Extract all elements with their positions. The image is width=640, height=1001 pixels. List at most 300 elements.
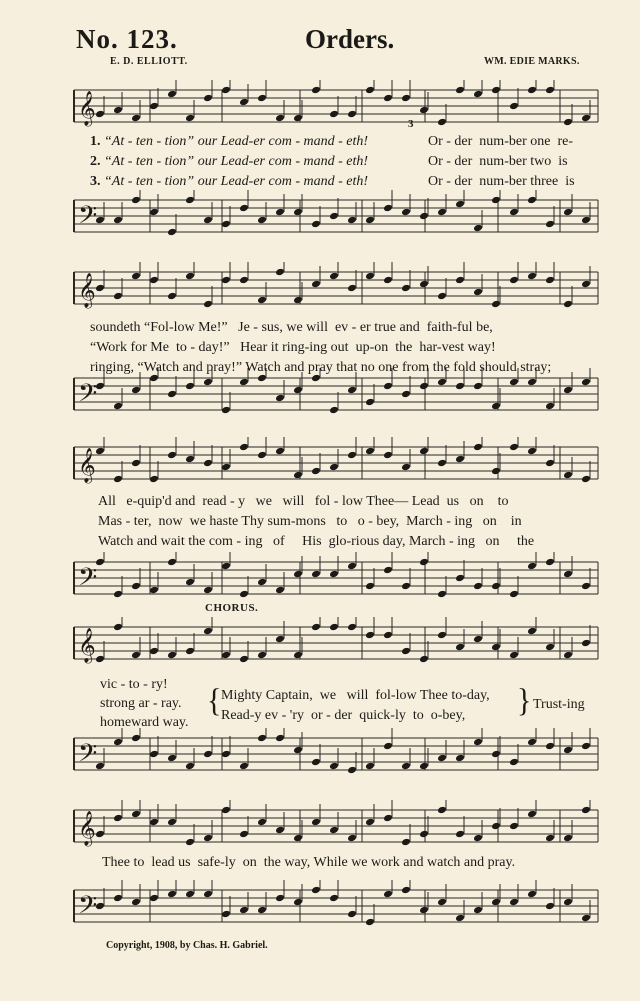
note-head — [257, 216, 267, 225]
note-head — [203, 300, 213, 309]
note-head — [131, 459, 141, 468]
note-head — [275, 734, 285, 743]
note-head — [509, 378, 519, 387]
note-head — [149, 475, 159, 484]
note-head — [545, 643, 555, 652]
note-head — [419, 655, 429, 664]
note-head — [347, 110, 357, 119]
note-head — [311, 623, 321, 632]
note-head — [365, 398, 375, 407]
note-head — [95, 284, 105, 293]
note-head — [545, 902, 555, 911]
note-head — [131, 898, 141, 907]
bass-clef-icon: 𝄢 — [78, 201, 98, 236]
note-head — [419, 382, 429, 391]
note-head — [527, 562, 537, 571]
bass-clef-icon: 𝄢 — [78, 739, 98, 774]
note-head — [113, 738, 123, 747]
note-head — [239, 98, 249, 107]
note-head — [167, 90, 177, 99]
note-head — [437, 631, 447, 640]
note-head — [581, 280, 591, 289]
note-head — [329, 762, 339, 771]
note-head — [113, 292, 123, 301]
chorus-trailing-word: Trust-ing — [533, 697, 585, 712]
hymn-number: No. 123. — [76, 24, 178, 54]
note-head — [293, 114, 303, 123]
note-head — [329, 826, 339, 835]
note-head — [473, 582, 483, 591]
note-head — [311, 280, 321, 289]
music-system-2-treble — [0, 262, 640, 322]
note-head — [149, 586, 159, 595]
note-head — [581, 216, 591, 225]
bass-clef-icon: 𝄢 — [78, 379, 98, 414]
note-head — [455, 382, 465, 391]
note-head — [347, 386, 357, 395]
note-head — [401, 762, 411, 771]
note-head — [257, 818, 267, 827]
note-head — [329, 623, 339, 632]
copyright-notice: Copyright, 1908, by Chas. H. Gabriel. — [106, 940, 268, 951]
note-head — [131, 386, 141, 395]
system-3-lyric-3: Watch and wait the com - ing of His glo-rious day, March - ing on the — [98, 534, 535, 549]
note-head — [203, 627, 213, 636]
note-head — [203, 94, 213, 103]
note-head — [329, 406, 339, 415]
note-head — [149, 102, 159, 111]
note-head — [221, 910, 231, 919]
note-head — [383, 742, 393, 751]
chorus-brace-right: } — [517, 682, 532, 719]
note-head — [95, 655, 105, 664]
note-head — [257, 906, 267, 915]
note-head — [275, 114, 285, 123]
verse-2-end: Or - der num-ber two is — [428, 154, 568, 169]
note-head — [347, 284, 357, 293]
note-head — [473, 738, 483, 747]
note-head — [131, 582, 141, 591]
note-head — [257, 451, 267, 460]
note-head — [113, 402, 123, 411]
note-head — [203, 890, 213, 899]
note-head — [383, 94, 393, 103]
note-head — [293, 386, 303, 395]
note-head — [365, 216, 375, 225]
note-head — [491, 750, 501, 759]
note-head — [473, 288, 483, 297]
note-head — [311, 220, 321, 229]
note-head — [473, 906, 483, 915]
note-head — [401, 647, 411, 656]
note-head — [329, 570, 339, 579]
note-head — [293, 296, 303, 305]
triplet-mark: 3 — [408, 118, 414, 130]
note-head — [329, 110, 339, 119]
note-head — [491, 402, 501, 411]
note-head — [329, 272, 339, 281]
note-head — [329, 463, 339, 472]
note-head — [509, 443, 519, 452]
note-head — [329, 212, 339, 221]
treble-clef-icon: 𝄞 — [78, 628, 96, 663]
note-head — [257, 734, 267, 743]
note-head — [275, 394, 285, 403]
note-head — [347, 562, 357, 571]
note-head — [365, 86, 375, 95]
note-head — [419, 830, 429, 839]
note-head — [311, 758, 321, 767]
note-head — [95, 830, 105, 839]
note-head — [455, 643, 465, 652]
chorus-brace-left: { — [207, 682, 222, 719]
note-head — [311, 86, 321, 95]
verse-1-end: Or - der num-ber one re- — [428, 134, 573, 149]
note-head — [257, 651, 267, 660]
note-head — [455, 86, 465, 95]
note-head — [293, 746, 303, 755]
music-system-1-treble — [0, 80, 640, 140]
note-head — [383, 631, 393, 640]
note-head — [311, 886, 321, 895]
note-head — [311, 570, 321, 579]
music-system-5-bass — [0, 880, 640, 940]
note-head — [185, 114, 195, 123]
note-head — [491, 582, 501, 591]
note-head — [149, 818, 159, 827]
note-head — [221, 406, 231, 415]
note-head — [365, 582, 375, 591]
note-head — [185, 762, 195, 771]
note-head — [383, 814, 393, 823]
music-system-2-bass — [0, 368, 640, 428]
note-head — [167, 451, 177, 460]
chorus-label: CHORUS. — [205, 602, 259, 614]
system-4-end-2: strong ar - ray. — [100, 696, 182, 711]
note-head — [527, 627, 537, 636]
note-head — [275, 447, 285, 456]
note-head — [293, 651, 303, 660]
note-head — [509, 651, 519, 660]
note-head — [383, 204, 393, 213]
note-head — [149, 750, 159, 759]
note-head — [455, 574, 465, 583]
note-head — [401, 582, 411, 591]
system-2-lyric-2: “Work for Me to - day!” Hear it ring-ing out up-on the har-vest way! — [90, 340, 496, 355]
note-head — [203, 834, 213, 843]
note-head — [131, 114, 141, 123]
note-head — [563, 386, 573, 395]
note-head — [347, 623, 357, 632]
note-head — [113, 623, 123, 632]
note-head — [113, 590, 123, 599]
note-head — [545, 402, 555, 411]
treble-clef-icon: 𝄞 — [78, 273, 96, 308]
note-head — [167, 228, 177, 237]
note-head — [437, 292, 447, 301]
note-head — [455, 200, 465, 209]
note-head — [275, 894, 285, 903]
note-head — [347, 216, 357, 225]
verse-3-line: 3. “At - ten - tion” our Lead-er com - mand - eth! — [90, 174, 369, 189]
note-head — [383, 451, 393, 460]
note-head — [545, 86, 555, 95]
note-head — [419, 212, 429, 221]
note-head — [419, 447, 429, 456]
note-head — [167, 292, 177, 301]
note-head — [455, 754, 465, 763]
note-head — [239, 590, 249, 599]
music-system-4-treble — [0, 617, 640, 677]
note-head — [545, 558, 555, 567]
note-head — [239, 443, 249, 452]
note-head — [419, 280, 429, 289]
note-head — [185, 272, 195, 281]
note-head — [131, 272, 141, 281]
note-head — [95, 110, 105, 119]
chorus-line-2: Read-y ev - 'ry or - der quick-ly to o-bey, — [221, 708, 466, 723]
note-head — [419, 906, 429, 915]
note-head — [185, 382, 195, 391]
note-head — [383, 382, 393, 391]
note-head — [365, 631, 375, 640]
note-head — [293, 834, 303, 843]
note-head — [419, 762, 429, 771]
note-head — [383, 566, 393, 575]
note-head — [491, 196, 501, 205]
note-head — [419, 558, 429, 567]
note-head — [509, 590, 519, 599]
note-head — [581, 806, 591, 815]
note-head — [473, 635, 483, 644]
system-5-lyric: Thee to lead us safe-ly on the way, While we work and watch and pray. — [102, 855, 516, 870]
note-head — [401, 284, 411, 293]
note-head — [581, 114, 591, 123]
note-head — [365, 447, 375, 456]
note-head — [95, 447, 105, 456]
note-head — [365, 272, 375, 281]
note-head — [113, 216, 123, 225]
note-head — [293, 208, 303, 217]
note-head — [473, 382, 483, 391]
note-head — [149, 647, 159, 656]
note-head — [509, 758, 519, 767]
note-head — [563, 208, 573, 217]
hymn-header — [0, 0, 640, 67]
treble-clef-icon: 𝄞 — [78, 91, 96, 126]
note-head — [185, 196, 195, 205]
note-head — [563, 570, 573, 579]
note-head — [383, 276, 393, 285]
note-head — [491, 898, 501, 907]
note-head — [509, 276, 519, 285]
note-head — [149, 208, 159, 217]
music-system-1-bass — [0, 190, 640, 250]
note-head — [437, 118, 447, 127]
note-head — [185, 838, 195, 847]
note-head — [581, 475, 591, 484]
note-head — [221, 463, 231, 472]
note-head — [527, 272, 537, 281]
system-2-lyric-3: ringing, “Watch and pray!” Watch and pray that no one from the fold should stray; — [90, 360, 552, 375]
note-head — [239, 378, 249, 387]
note-head — [221, 220, 231, 229]
note-head — [545, 834, 555, 843]
note-head — [365, 918, 375, 927]
note-head — [167, 890, 177, 899]
note-head — [563, 746, 573, 755]
note-head — [581, 639, 591, 648]
bass-clef-icon: 𝄢 — [78, 891, 98, 926]
note-head — [347, 451, 357, 460]
note-head — [509, 102, 519, 111]
note-head — [473, 834, 483, 843]
note-head — [455, 276, 465, 285]
note-head — [563, 471, 573, 480]
note-head — [167, 651, 177, 660]
note-head — [401, 463, 411, 472]
note-head — [167, 754, 177, 763]
note-head — [131, 734, 141, 743]
note-head — [239, 276, 249, 285]
note-head — [311, 818, 321, 827]
music-system-5-treble — [0, 800, 640, 860]
note-head — [563, 834, 573, 843]
note-head — [113, 814, 123, 823]
note-head — [437, 806, 447, 815]
music-system-4-bass — [0, 728, 640, 788]
note-head — [275, 586, 285, 595]
note-head — [347, 834, 357, 843]
note-head — [401, 208, 411, 217]
note-head — [491, 822, 501, 831]
note-head — [437, 754, 447, 763]
note-head — [239, 655, 249, 664]
note-head — [581, 582, 591, 591]
note-head — [239, 204, 249, 213]
note-head — [455, 455, 465, 464]
note-head — [581, 914, 591, 923]
note-head — [275, 268, 285, 277]
note-head — [239, 906, 249, 915]
note-head — [527, 738, 537, 747]
note-head — [491, 643, 501, 652]
note-head — [563, 118, 573, 127]
note-head — [473, 443, 483, 452]
note-head — [365, 762, 375, 771]
note-head — [563, 651, 573, 660]
note-head — [221, 806, 231, 815]
note-head — [491, 467, 501, 476]
hymn-title: Orders. — [305, 24, 395, 54]
note-head — [545, 459, 555, 468]
note-head — [149, 276, 159, 285]
composer-credit: E. D. ELLIOTT. — [110, 56, 188, 67]
note-head — [527, 810, 537, 819]
note-head — [527, 86, 537, 95]
note-head — [203, 378, 213, 387]
note-head — [473, 224, 483, 233]
note-head — [401, 838, 411, 847]
verse-3-end: Or - der num-ber three is — [428, 174, 575, 189]
note-head — [437, 208, 447, 217]
note-head — [527, 890, 537, 899]
note-head — [221, 276, 231, 285]
note-head — [437, 459, 447, 468]
note-head — [113, 894, 123, 903]
music-system-3-treble — [0, 437, 640, 497]
music-system-3-bass — [0, 552, 640, 612]
system-4-end-1: vic - to - ry! — [100, 677, 168, 692]
note-head — [221, 86, 231, 95]
note-head — [509, 822, 519, 831]
note-head — [437, 378, 447, 387]
note-head — [221, 651, 231, 660]
note-head — [563, 898, 573, 907]
note-head — [545, 220, 555, 229]
note-head — [455, 830, 465, 839]
note-head — [491, 300, 501, 309]
note-head — [221, 750, 231, 759]
note-head — [545, 276, 555, 285]
verse-2-line: 2. “At - ten - tion” our Lead-er com - mand - eth! — [90, 154, 369, 169]
note-head — [527, 196, 537, 205]
note-head — [239, 762, 249, 771]
note-head — [347, 910, 357, 919]
note-head — [293, 570, 303, 579]
note-head — [401, 94, 411, 103]
note-head — [527, 378, 537, 387]
note-head — [203, 586, 213, 595]
note-head — [329, 894, 339, 903]
treble-clef-icon: 𝄞 — [78, 448, 96, 483]
system-2-lyric-1: soundeth “Fol-low Me!” Je - sus, we will ev - er true and faith-ful be, — [90, 320, 493, 335]
note-head — [509, 898, 519, 907]
note-head — [185, 455, 195, 464]
author-credit: WM. EDIE MARKS. — [484, 56, 580, 67]
note-head — [131, 651, 141, 660]
note-head — [113, 106, 123, 115]
bass-clef-icon: 𝄢 — [78, 563, 98, 598]
treble-clef-icon: 𝄞 — [78, 811, 96, 846]
note-head — [437, 898, 447, 907]
note-head — [131, 196, 141, 205]
note-head — [563, 300, 573, 309]
note-head — [275, 635, 285, 644]
note-head — [401, 390, 411, 399]
note-head — [311, 467, 321, 476]
note-head — [509, 208, 519, 217]
note-head — [131, 810, 141, 819]
note-head — [527, 447, 537, 456]
note-head — [239, 830, 249, 839]
note-head — [581, 378, 591, 387]
note-head — [275, 208, 285, 217]
note-head — [455, 914, 465, 923]
note-head — [221, 562, 231, 571]
system-3-lyric-2: Mas - ter, now we haste Thy sum-mons to o - bey, March - ing on in — [98, 514, 522, 529]
note-head — [167, 558, 177, 567]
note-head — [293, 898, 303, 907]
note-head — [257, 296, 267, 305]
note-head — [185, 578, 195, 587]
note-head — [293, 471, 303, 480]
note-head — [401, 886, 411, 895]
note-head — [581, 742, 591, 751]
note-head — [473, 90, 483, 99]
system-3-lyric-1: All e-quip'd and read - y we will fol - low Thee— Lead us on to — [98, 494, 509, 509]
note-head — [167, 390, 177, 399]
